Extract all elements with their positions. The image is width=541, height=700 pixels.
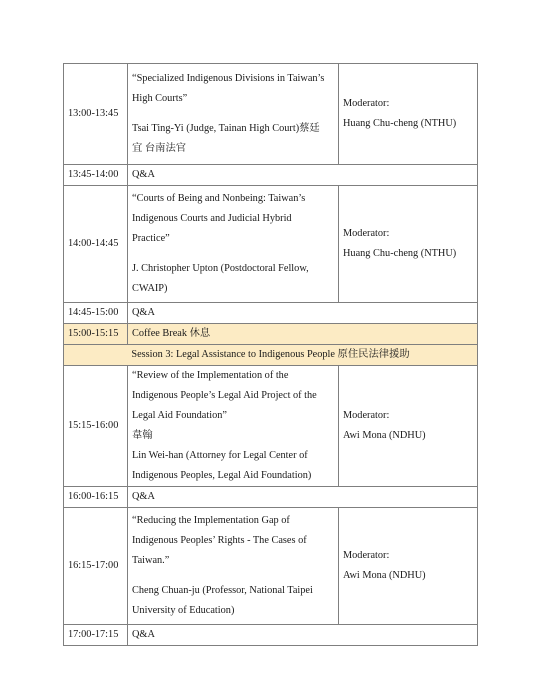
speaker-line: University of Education) bbox=[132, 605, 235, 616]
speaker-line: CWAIP) bbox=[132, 283, 168, 294]
table-row bbox=[64, 487, 478, 508]
moderator-label: Moderator: bbox=[343, 550, 390, 561]
speaker-line: 宜 台南法官 bbox=[132, 143, 187, 154]
time-slot: 13:00-13:45 bbox=[64, 64, 128, 165]
time-slot: 14:00-14:45 bbox=[64, 186, 128, 303]
moderator-name: Awi Mona (NDHU) bbox=[343, 570, 426, 581]
moderator-label: Moderator: bbox=[343, 228, 390, 239]
table-row bbox=[64, 303, 478, 324]
table-row bbox=[64, 324, 478, 345]
time-slot: 13:45-14:00 bbox=[64, 165, 128, 186]
time-slot: 16:00-16:15 bbox=[64, 487, 128, 508]
moderator-name: Awi Mona (NDHU) bbox=[343, 430, 426, 441]
moderator-cell bbox=[339, 186, 478, 303]
speaker-name-zh: 韋翰 bbox=[132, 430, 153, 441]
talk-cell bbox=[128, 366, 339, 487]
time-slot: 15:00-15:15 bbox=[64, 324, 128, 345]
talk-cell bbox=[128, 508, 339, 625]
time-slot: 15:15-16:00 bbox=[64, 366, 128, 487]
moderator-name: Huang Chu-cheng (NTHU) bbox=[343, 118, 457, 129]
moderator-cell bbox=[339, 366, 478, 487]
qa-cell: Q&A bbox=[128, 625, 478, 646]
moderator-cell bbox=[339, 64, 478, 165]
talk-title-line: Indigenous People’s Legal Aid Project of the bbox=[132, 390, 317, 401]
time-slot: 17:00-17:15 bbox=[64, 625, 128, 646]
moderator-label: Moderator: bbox=[343, 410, 390, 421]
session-header-row bbox=[64, 345, 478, 366]
qa-cell: Q&A bbox=[128, 165, 478, 186]
speaker-line: Indigenous Peoples, Legal Aid Foundation) bbox=[132, 470, 312, 481]
table-row bbox=[64, 625, 478, 646]
time-slot: 16:15-17:00 bbox=[64, 508, 128, 625]
qa-cell: Q&A bbox=[128, 487, 478, 508]
talk-title-line: Legal Aid Foundation” bbox=[132, 410, 227, 421]
break-cell: Coffee Break 休息 bbox=[128, 324, 478, 345]
talk-title-line: Indigenous Peoples’ Rights - The Cases of bbox=[132, 535, 307, 546]
speaker-line: Cheng Chuan-ju (Professor, National Taipei bbox=[132, 585, 313, 596]
moderator-label: Moderator: bbox=[343, 98, 390, 109]
talk-cell bbox=[128, 186, 339, 303]
qa-cell: Q&A bbox=[128, 303, 478, 324]
session-title: Session 3: Legal Assistance to Indigenous People 原住民法律援助 bbox=[64, 345, 478, 366]
talk-title-line: “Reducing the Implementation Gap of bbox=[132, 515, 290, 526]
table-row bbox=[64, 64, 478, 165]
talk-title-line: “Courts of Being and Nonbeing: Taiwan’s bbox=[132, 193, 306, 204]
table-row bbox=[64, 165, 478, 186]
time-slot: 14:45-15:00 bbox=[64, 303, 128, 324]
table-row bbox=[64, 508, 478, 625]
speaker-line: Tsai Ting-Yi (Judge, Tainan High Court)蔡廷 bbox=[132, 123, 320, 134]
table-row bbox=[64, 366, 478, 487]
talk-title-line: Practice” bbox=[132, 233, 170, 244]
talk-title-line: “Specialized Indigenous Divisions in Taiwan’s bbox=[132, 73, 325, 84]
talk-title-line: Taiwan.” bbox=[132, 555, 170, 566]
talk-title-line: Indigenous Courts and Judicial Hybrid bbox=[132, 213, 292, 224]
talk-title-line: High Courts” bbox=[132, 93, 188, 104]
moderator-name: Huang Chu-cheng (NTHU) bbox=[343, 248, 457, 259]
table-row bbox=[64, 186, 478, 303]
speaker-line: Lin Wei-han (Attorney for Legal Center of bbox=[132, 450, 308, 461]
schedule-table bbox=[63, 63, 478, 646]
moderator-cell bbox=[339, 508, 478, 625]
talk-title-line: “Review of the Implementation of the bbox=[132, 370, 289, 381]
talk-cell bbox=[128, 64, 339, 165]
speaker-line: J. Christopher Upton (Postdoctoral Fellow, bbox=[132, 263, 309, 274]
